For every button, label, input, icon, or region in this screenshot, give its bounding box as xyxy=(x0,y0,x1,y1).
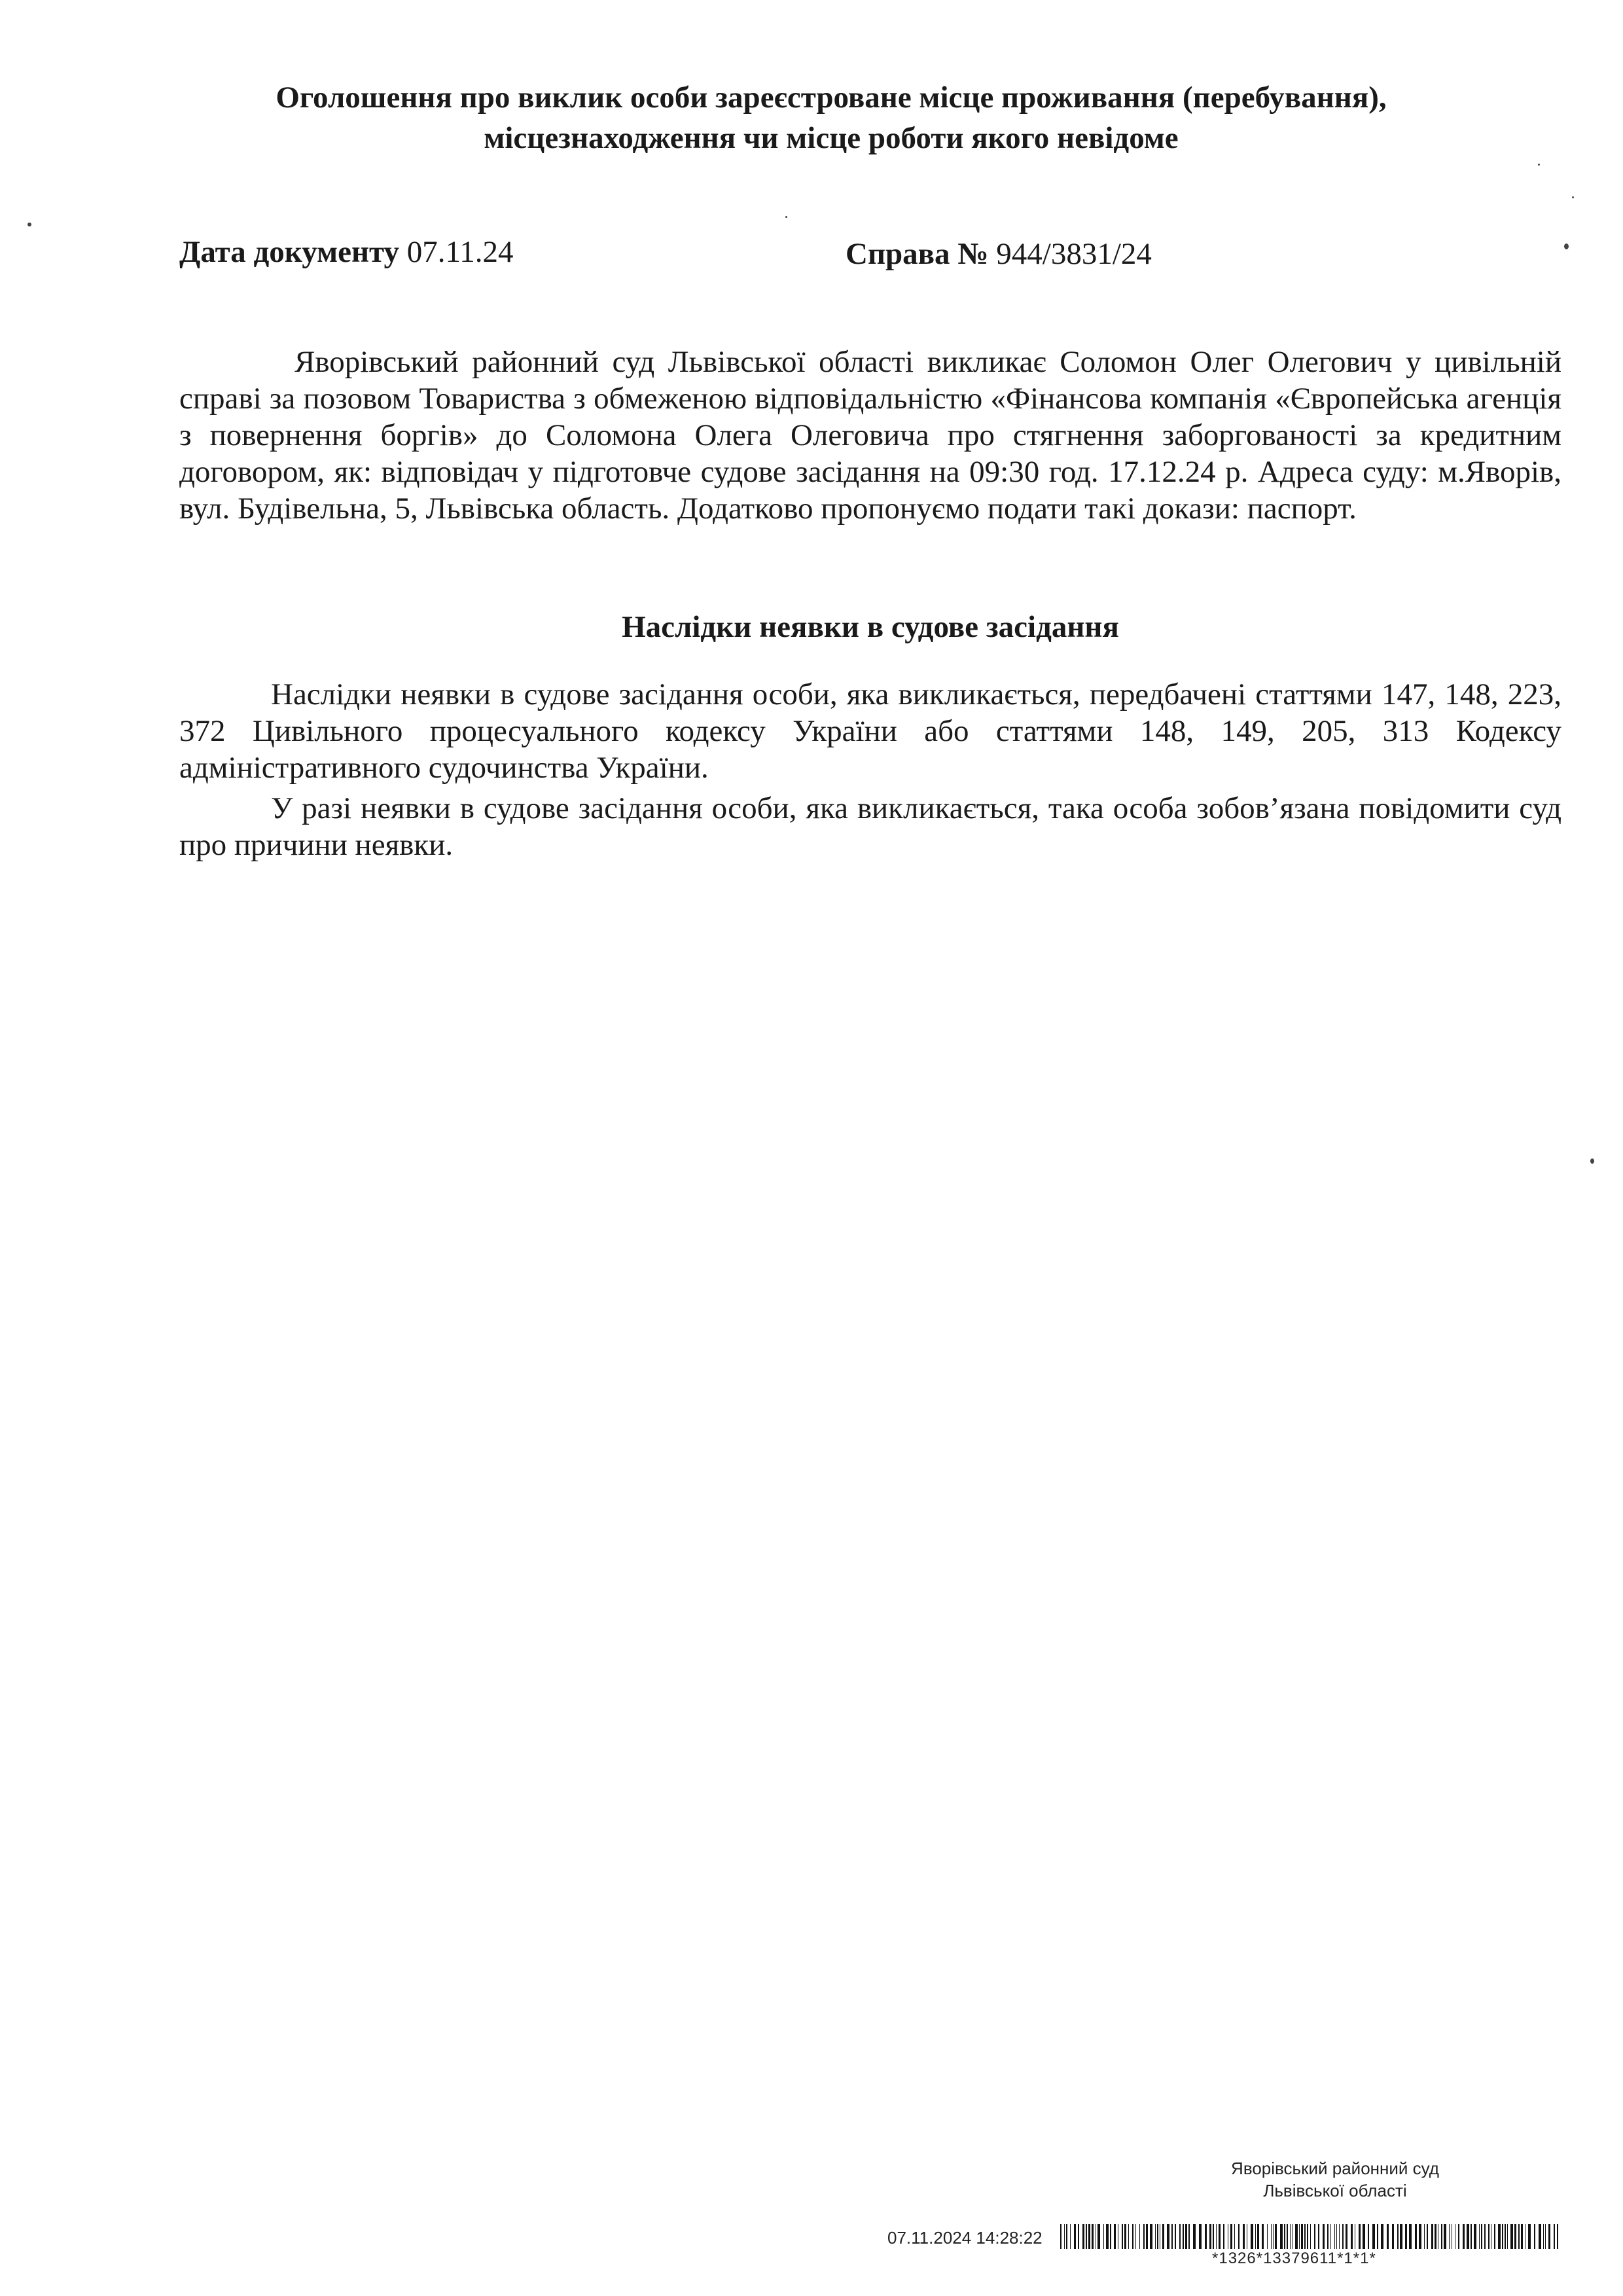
barcode-bar xyxy=(1199,2224,1202,2249)
barcode-bar xyxy=(1193,2224,1196,2249)
barcode-bar xyxy=(1449,2224,1450,2249)
announcement-title-line2: місцезнаходження чи місце роботи якого невідоме xyxy=(484,121,1179,155)
barcode-bar xyxy=(1494,2224,1495,2249)
barcode-bar xyxy=(1359,2224,1361,2249)
barcode-bar xyxy=(1318,2224,1319,2249)
barcode-bar xyxy=(1185,2224,1187,2249)
barcode-bar xyxy=(1415,2224,1417,2249)
barcode-bar xyxy=(1481,2224,1482,2249)
barcode-bar xyxy=(1088,2224,1090,2249)
scan-speck xyxy=(1590,1158,1594,1164)
barcode-bar xyxy=(1146,2224,1148,2249)
summons-paragraph: Яворівський районний суд Львівської області викликає Соломон Олег Олегович у цивільній справі за позовом Товариства з обмеженою відповідальністю «Фінансова компанія «Європейська агенція з повернення боргів» до Соломона Олега Олеговича про стягнення заборгованості за кредитним договором, як: відповідач у підготовче судове засідання на 09:30 год. 17.12.24 р. Адреса суду: м.Яворів, вул. Будівельна, 5, Львівська область. Додатково пропонуємо подати такі докази: паспорт. xyxy=(179,345,1561,526)
barcode-bar xyxy=(1078,2224,1079,2249)
barcode-bar xyxy=(1342,2224,1344,2249)
consequences-paragraph: Наслідки неявки в судове засідання особи, яка викликається, передбачені статтями 147, 148, 223, 372 Цивільного процесуального кодексу України або статтями 148, 149, 205, 313 Кодексу адміністративного судочинства України. xyxy=(179,677,1561,785)
scan-speck xyxy=(27,223,31,226)
barcode-bar xyxy=(1467,2224,1469,2249)
barcode-bar xyxy=(1431,2224,1433,2249)
barcode-bar xyxy=(1372,2224,1375,2249)
barcode-bar xyxy=(1188,2224,1190,2249)
barcode-bar xyxy=(1106,2224,1109,2249)
barcode-bar xyxy=(1287,2224,1288,2249)
barcode-bar xyxy=(1299,2224,1300,2249)
barcode-bar xyxy=(1070,2224,1071,2249)
barcode-text: *1326*13379611*1*1* xyxy=(1212,2250,1376,2267)
barcode-bar xyxy=(1124,2224,1126,2249)
barcode-bar xyxy=(1223,2224,1224,2249)
footer-court-line1: Яворівський районний суд xyxy=(1231,2159,1439,2178)
barcode-bar xyxy=(1545,2224,1546,2249)
barcode-bar xyxy=(1251,2224,1253,2249)
barcode-bar xyxy=(1463,2224,1465,2249)
barcode-bar xyxy=(1213,2224,1214,2249)
barcode-bar xyxy=(1441,2224,1442,2249)
barcode-bar xyxy=(1368,2224,1369,2249)
barcode-bar xyxy=(1110,2224,1111,2249)
barcode-bar xyxy=(1135,2224,1136,2249)
barcode-bar xyxy=(1327,2224,1329,2249)
document-date-value: 07.11.24 xyxy=(406,235,514,269)
barcode-bar xyxy=(1510,2224,1513,2249)
barcode-bar xyxy=(1507,2224,1508,2249)
barcode-bar xyxy=(1179,2224,1181,2249)
case-number-value: 944/3831/24 xyxy=(996,237,1152,271)
barcode-bar xyxy=(1334,2224,1335,2249)
barcode-bar xyxy=(1150,2224,1152,2249)
barcode-bar xyxy=(1424,2224,1425,2249)
barcode-bar xyxy=(1479,2224,1480,2249)
consequences-heading: Наслідки неявки в судове засідання xyxy=(622,610,1119,644)
footer-court-name xyxy=(1132,2157,1538,2202)
barcode-bar xyxy=(1336,2224,1337,2249)
barcode-bar xyxy=(1409,2224,1412,2249)
barcode-bar xyxy=(1471,2224,1472,2249)
barcode-bar xyxy=(1143,2224,1145,2249)
barcode-bar xyxy=(1419,2224,1421,2249)
barcode xyxy=(1060,2224,1559,2249)
notify-paragraph: У разі неявки в судове засідання особи, яка викликається, така особа зобов’язана повідомити суд про причини неявки. xyxy=(179,791,1561,862)
barcode-bar xyxy=(1444,2224,1446,2249)
barcode-bar xyxy=(1392,2224,1394,2249)
barcode-bar xyxy=(1346,2224,1347,2249)
barcode-bar xyxy=(1257,2224,1259,2249)
barcode-bar xyxy=(1167,2224,1169,2249)
barcode-bar xyxy=(1230,2224,1232,2249)
barcode-bar xyxy=(1351,2224,1353,2249)
barcode-bar xyxy=(1310,2224,1311,2249)
scan-speck xyxy=(1572,196,1574,198)
barcode-bar xyxy=(1435,2224,1436,2249)
barcode-bar xyxy=(1209,2224,1211,2249)
barcode-bar xyxy=(1082,2224,1084,2249)
barcode-bar xyxy=(1363,2224,1365,2249)
case-number xyxy=(846,234,1152,274)
barcode-bar xyxy=(1290,2224,1291,2249)
barcode-bar xyxy=(1381,2224,1383,2249)
barcode-bar xyxy=(1216,2224,1217,2249)
barcode-bar xyxy=(1271,2224,1272,2249)
barcode-bar xyxy=(1092,2224,1094,2249)
barcode-bar xyxy=(1162,2224,1164,2249)
barcode-bar xyxy=(1528,2224,1531,2249)
barcode-bar xyxy=(1275,2224,1277,2249)
barcode-bar xyxy=(1377,2224,1378,2249)
document-date xyxy=(179,232,514,272)
barcode-bar xyxy=(1339,2224,1340,2249)
barcode-bar xyxy=(1205,2224,1207,2249)
barcode-bar xyxy=(1387,2224,1389,2249)
barcode-bar xyxy=(1539,2224,1541,2249)
barcode-bar xyxy=(1155,2224,1156,2249)
barcode-bar xyxy=(1534,2224,1535,2249)
barcode-bar xyxy=(1427,2224,1428,2249)
document-date-label: Дата документу xyxy=(179,235,400,269)
barcode-bar xyxy=(1514,2224,1516,2249)
barcode-bar xyxy=(1405,2224,1407,2249)
announcement-title-line1: Оголошення про виклик особи зареєстроване місце проживання (перебування), xyxy=(276,81,1387,115)
barcode-bar xyxy=(1132,2224,1133,2249)
barcode-bar xyxy=(1554,2224,1555,2249)
barcode-bar xyxy=(1557,2224,1558,2249)
barcode-bar xyxy=(1543,2224,1544,2249)
barcode-bar xyxy=(1074,2224,1076,2249)
barcode-bar xyxy=(1330,2224,1331,2249)
scan-speck xyxy=(785,216,787,218)
barcode-bar xyxy=(1171,2224,1173,2249)
announcement-title xyxy=(196,77,1466,158)
scan-speck xyxy=(1538,164,1540,166)
barcode-bar xyxy=(1458,2224,1459,2249)
barcode-bar xyxy=(1307,2224,1308,2249)
barcode-bar xyxy=(1114,2224,1116,2249)
barcode-bar xyxy=(1267,2224,1268,2249)
barcode-bar xyxy=(1238,2224,1240,2249)
barcode-bar xyxy=(1488,2224,1489,2249)
barcode-bar xyxy=(1128,2224,1129,2249)
barcode-bar xyxy=(1518,2224,1520,2249)
barcode-bar xyxy=(1397,2224,1399,2249)
barcode-bar xyxy=(1502,2224,1503,2249)
footer-timestamp: 07.11.2024 14:28:22 xyxy=(887,2228,1043,2248)
barcode-bar xyxy=(1243,2224,1245,2249)
barcode-bar xyxy=(1262,2224,1264,2249)
barcode-bar xyxy=(1548,2224,1550,2249)
barcode-bar xyxy=(1183,2224,1184,2249)
barcode-bar xyxy=(1066,2224,1067,2249)
barcode-bar xyxy=(1103,2224,1104,2249)
barcode-bar xyxy=(1097,2224,1100,2249)
barcode-bar xyxy=(1273,2224,1274,2249)
footer-court-line2: Львівської області xyxy=(1263,2181,1407,2200)
barcode-bar xyxy=(1474,2224,1476,2249)
barcode-bar xyxy=(1086,2224,1087,2249)
barcode-bar xyxy=(1295,2224,1298,2249)
case-number-label: Справа № xyxy=(846,237,989,271)
barcode-bar xyxy=(1304,2224,1306,2249)
barcode-bar xyxy=(1323,2224,1325,2249)
barcode-bar xyxy=(1484,2224,1486,2249)
barcode-bar xyxy=(1521,2224,1523,2249)
barcode-bar xyxy=(1122,2224,1123,2249)
barcode-bar xyxy=(1314,2224,1315,2249)
barcode-bar xyxy=(1139,2224,1140,2249)
barcode-bar xyxy=(1060,2224,1061,2249)
barcode-bar xyxy=(1280,2224,1283,2249)
barcode-bar xyxy=(1400,2224,1402,2249)
barcode-bar xyxy=(1255,2224,1256,2249)
barcode-bar xyxy=(1284,2224,1285,2249)
barcode-bar xyxy=(1157,2224,1158,2249)
barcode-bar xyxy=(1175,2224,1176,2249)
scan-speck xyxy=(1564,243,1569,249)
barcode-bar xyxy=(1301,2224,1303,2249)
barcode-bar xyxy=(1064,2224,1065,2249)
barcode-bar xyxy=(1219,2224,1221,2249)
barcode-bar xyxy=(1498,2224,1501,2249)
barcode-bar xyxy=(1505,2224,1506,2249)
barcode-bar xyxy=(1234,2224,1235,2249)
